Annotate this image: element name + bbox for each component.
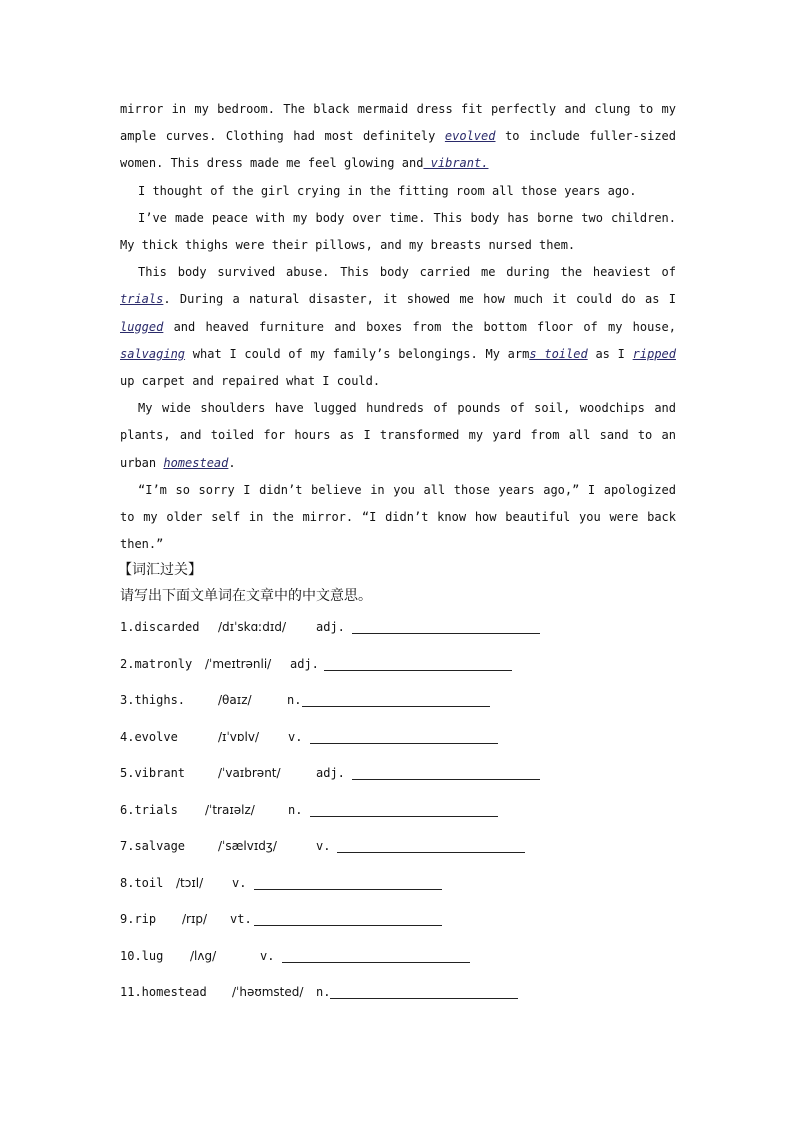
vocab-phonetic: /lʌg/ bbox=[190, 948, 217, 963]
underlined-word-vibrant: vibrant. bbox=[423, 156, 489, 171]
vocab-part-of-speech: v. bbox=[288, 729, 303, 744]
text: This body survived abuse. This body carried me during the heaviest of bbox=[138, 265, 676, 280]
answer-blank[interactable] bbox=[310, 816, 498, 817]
vocab-phonetic: /tɔɪl/ bbox=[176, 875, 204, 890]
answer-blank[interactable] bbox=[254, 889, 442, 890]
underlined-word-trials: trials bbox=[120, 292, 164, 307]
vocab-word: 10.lug bbox=[120, 948, 164, 963]
vocab-word: 5.vibrant bbox=[120, 766, 186, 780]
paragraph-4 bbox=[120, 259, 676, 395]
vocab-word: 2.matronly bbox=[120, 656, 193, 671]
vocab-phonetic: /θaɪz/ bbox=[218, 693, 252, 707]
answer-blank[interactable] bbox=[324, 670, 512, 671]
text: mirror in my bedroom. The black mermaid dress fit perfectly and clung to my ample curves. Clothing had most definitely bbox=[120, 102, 676, 144]
paragraph-5 bbox=[120, 395, 676, 477]
vocab-phonetic: /dɪˈskɑːdɪd/ bbox=[218, 620, 287, 634]
vocab-part-of-speech: adj. bbox=[316, 766, 345, 780]
underlined-word-ripped: ripped bbox=[632, 346, 676, 361]
vocab-phonetic: /ˈhəʊmsted/ bbox=[232, 985, 304, 999]
vocab-part-of-speech: v. bbox=[260, 948, 275, 963]
underlined-word-toiled: s toiled bbox=[529, 346, 588, 361]
text: what I could of my family’s belongings. My arm bbox=[185, 346, 530, 361]
text: to include fuller-sized women. This dress made me feel glowing and bbox=[120, 129, 676, 171]
answer-blank[interactable] bbox=[302, 706, 490, 707]
vocab-phonetic: /rɪp/ bbox=[182, 912, 208, 926]
answer-blank[interactable] bbox=[352, 779, 540, 780]
vocab-word: 6.trials bbox=[120, 802, 178, 817]
underlined-word-salvaging: salvaging bbox=[120, 346, 186, 361]
vocab-phonetic: /ɪˈvɒlv/ bbox=[218, 729, 259, 744]
vocab-phonetic: /ˈsælvɪdʒ/ bbox=[218, 839, 277, 853]
vocab-part-of-speech: n. bbox=[287, 693, 302, 707]
vocab-part-of-speech: v. bbox=[232, 875, 247, 890]
vocab-part-of-speech: adj. bbox=[290, 656, 319, 671]
text: up carpet and repaired what I could. bbox=[120, 374, 381, 389]
vocab-word: 3.thighs. bbox=[120, 693, 186, 707]
paragraph-1 bbox=[120, 96, 676, 178]
vocab-instruction: 请写出下面文单词在文章中的中文意思。 bbox=[120, 588, 372, 604]
reading-passage bbox=[120, 96, 676, 558]
paragraph-3: I’ve made peace with my body over time. This body has borne two children. My thick thighs were their pillows, and my breasts nursed them. bbox=[120, 210, 676, 253]
vocab-word: 8.toil bbox=[120, 875, 164, 890]
vocab-phonetic: /ˈtraɪəlz/ bbox=[205, 802, 255, 817]
vocab-phonetic: /ˈmeɪtrənli/ bbox=[205, 656, 272, 671]
answer-blank[interactable] bbox=[330, 998, 518, 999]
text: My wide shoulders have lugged hundreds of pounds of soil, woodchips and plants, and toiled for hours as I transformed my yard from all sand to an urban bbox=[120, 401, 676, 470]
text: . bbox=[228, 455, 236, 470]
underlined-word-lugged: lugged bbox=[120, 319, 164, 334]
vocab-part-of-speech: v. bbox=[316, 839, 331, 853]
vocab-part-of-speech: n. bbox=[288, 802, 303, 817]
answer-blank[interactable] bbox=[352, 633, 540, 634]
answer-blank[interactable] bbox=[254, 925, 442, 926]
vocab-word: 1.discarded bbox=[120, 620, 200, 634]
vocab-word: 11.homestead bbox=[120, 985, 207, 999]
vocab-part-of-speech: n. bbox=[316, 985, 331, 999]
answer-blank[interactable] bbox=[282, 962, 470, 963]
vocab-word: 9.rip bbox=[120, 912, 157, 926]
vocab-phonetic: /ˈvaɪbrənt/ bbox=[218, 766, 281, 780]
vocab-part-of-speech: vt. bbox=[230, 912, 252, 926]
text: . During a natural disaster, it showed me how much it could do as I bbox=[163, 292, 676, 307]
paragraph-2: I thought of the girl crying in the fitting room all those years ago. bbox=[138, 183, 637, 198]
text: and heaved furniture and boxes from the bottom floor of my house, bbox=[163, 319, 676, 334]
underlined-word-evolved: evolved bbox=[444, 129, 496, 144]
underlined-word-homestead: homestead bbox=[163, 455, 229, 470]
paragraph-6: “I’m so sorry I didn’t believe in you all those years ago,” I apologized to my older self in the mirror. “I didn’t know how beautiful you were back then.” bbox=[120, 482, 676, 552]
answer-blank[interactable] bbox=[337, 852, 525, 853]
vocab-word: 7.salvage bbox=[120, 839, 186, 853]
answer-blank[interactable] bbox=[310, 743, 498, 744]
text: as I bbox=[587, 346, 633, 361]
vocab-part-of-speech: adj. bbox=[316, 620, 345, 634]
vocab-word: 4.evolve bbox=[120, 729, 178, 744]
vocab-heading: 【词汇过关】 bbox=[118, 562, 202, 578]
